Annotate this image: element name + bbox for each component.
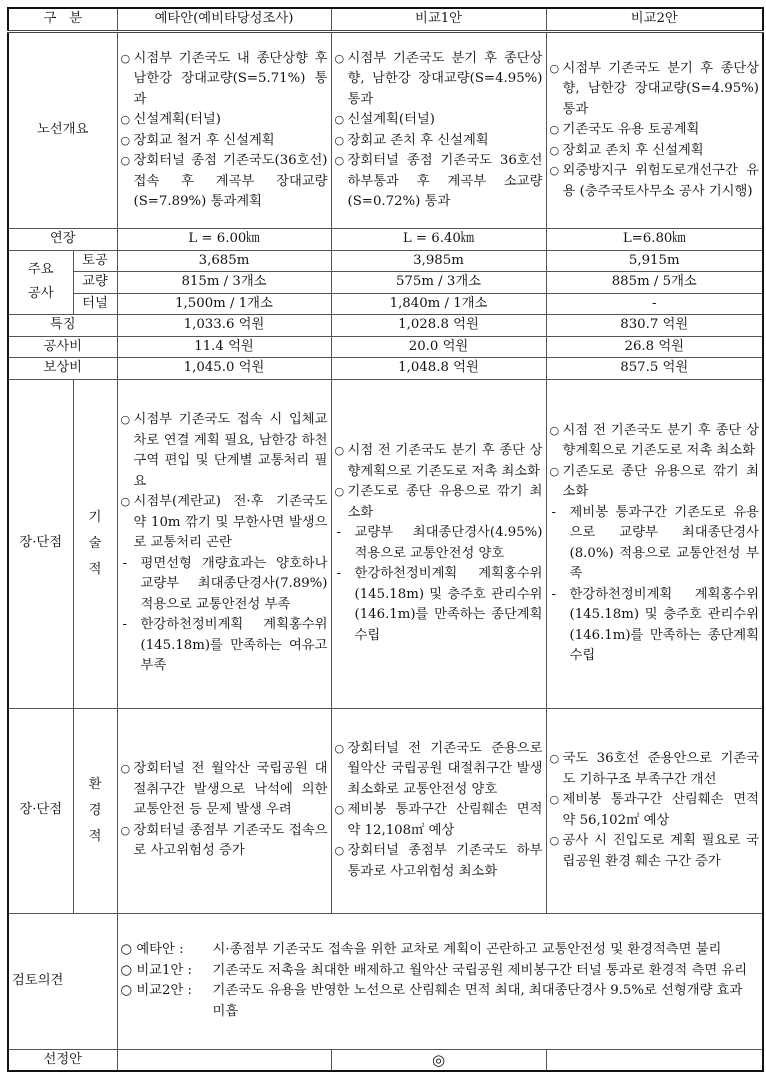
bullet-circle-icon: ○ <box>334 133 345 147</box>
bullet-circle-icon: ○ <box>120 413 131 427</box>
bullet-item <box>121 492 328 554</box>
length-value: L = 6.00㎞ <box>117 229 331 251</box>
construction-cost-label: 공사비 <box>8 336 117 358</box>
selection-label: 선정안 <box>8 1049 117 1071</box>
bullet-circle-icon: ○ <box>120 133 131 147</box>
row-compensation-cost <box>8 358 763 380</box>
bullet-item <box>550 421 760 462</box>
item-text: 외중방지구 위험도로개선구간 유용 (충주국토사무소 공사 기시행) <box>562 163 759 199</box>
bridge-value: 885m / 5개소 <box>546 272 763 294</box>
environmental-sublabel <box>73 708 117 913</box>
review-plan-label: ○ 비교1안 : <box>120 962 193 978</box>
sub-item <box>121 615 328 677</box>
row-review <box>8 913 763 1049</box>
route-overview-cell <box>117 32 331 229</box>
row-pros-cons-environmental <box>8 708 763 913</box>
bullet-circle-icon: ○ <box>549 164 560 178</box>
item-text: 한강하천정비계획 계획홍수위(145.18m) 및 충주호 관리수위(146.1m)를 만족하는 종단계획수립 <box>354 566 543 643</box>
bullet-item <box>550 161 760 202</box>
item-text: 장회터널 전 기존국도 준용으로 월악산 국립공원 대절취구간 발생 최소화로 교통안전성 양호 <box>347 740 543 797</box>
selection-mark <box>117 1049 331 1071</box>
technical-sublabel <box>73 379 117 708</box>
item-text: 장회터널 전 월악산 국립공원 대절취구간 발생으로 낙석에 의한 교통안전 등 문제 발생 우려 <box>133 761 328 818</box>
row-construction-cost <box>8 336 763 358</box>
bullet-item <box>550 462 760 503</box>
feature-value: 1,033.6 억원 <box>117 315 331 337</box>
bullet-circle-icon: ○ <box>334 154 345 167</box>
tunnel-value: 1,840m / 1개소 <box>331 293 546 315</box>
bullet-item <box>121 821 328 862</box>
review-cell <box>117 913 763 1049</box>
header-col-alt2: 비교2안 <box>546 8 763 32</box>
item-text: 장회교 존치 후 신설계획 <box>347 132 489 148</box>
earthwork-value: 5,915m <box>546 250 763 272</box>
bullet-circle-icon: ○ <box>549 793 560 806</box>
tunnel-value: - <box>546 293 763 315</box>
header-col-alt1: 비교1안 <box>331 8 546 32</box>
bullet-item <box>335 131 543 152</box>
compensation-cost-value: 1,048.8 억원 <box>331 358 546 380</box>
review-item <box>121 961 760 982</box>
route-comparison-table <box>7 7 764 1072</box>
row-route-overview <box>8 32 763 229</box>
item-text: 제비봉 통과구간 산림훼손 면적 약 12,108㎡ 예상 <box>347 802 543 838</box>
feature-value: 830.7 억원 <box>546 315 763 337</box>
row-pros-cons-technical <box>8 379 763 708</box>
bullet-circle-icon: ○ <box>120 762 131 776</box>
header-row <box>8 8 763 32</box>
item-text: 시점 전 기존국도 분기 후 종단 상향계획으로 기존도로 저촉 최소화 <box>562 422 759 458</box>
bridge-value: 815m / 3개소 <box>117 272 331 294</box>
item-text: 기존도로 종단 유용으로 깎기 최소화 <box>562 463 759 499</box>
sublabel-char: 술 <box>88 535 102 551</box>
compensation-cost-value: 857.5 억원 <box>546 358 763 380</box>
bridge-label: 교량 <box>73 272 117 294</box>
bullet-item <box>121 410 328 492</box>
row-feature-cost <box>8 315 763 337</box>
bullet-circle-icon: ○ <box>549 464 560 478</box>
item-text: 평면선형 개량효과는 양호하나 교량부 최대종단경사(7.89%) 적용으로 교통안전성 부족 <box>140 555 328 612</box>
sub-item <box>550 585 760 667</box>
review-text: 기존국도 유용을 반영한 노선으로 산림훼손 면적 최대, 최대종단경사 9.5%로 선형개량 효과 미흡 <box>212 983 743 1019</box>
row-length <box>8 229 763 251</box>
bullet-circle-icon: ○ <box>549 752 560 765</box>
bridge-value: 575m / 3개소 <box>331 272 546 294</box>
sublabel-char: 경 <box>88 802 102 818</box>
sub-item <box>550 503 760 585</box>
bullet-item <box>121 151 328 213</box>
bullet-circle-icon: ○ <box>549 143 560 157</box>
item-text: 기존도로 종단 유용으로 깎기 최소화 <box>347 484 543 520</box>
construction-cost-value: 11.4 억원 <box>117 336 331 358</box>
bullet-item <box>550 120 760 141</box>
item-text: 시점부 기존국도 내 종단상향 후 남한강 장대교량(S=5.71%) 통과 <box>133 50 328 107</box>
pros-cons-label: 장·단점 <box>8 379 73 708</box>
item-text: 시점부 기존국도 접속 시 입체교차로 연결 계획 필요, 남한강 하천구역 편입 및 단계별 교통처리 필요 <box>133 412 328 489</box>
bullet-item <box>335 841 543 882</box>
route-overview-cell <box>546 32 763 229</box>
sublabel-char: 환 <box>88 776 102 792</box>
item-text: 시점부 기존국도 분기 후 종단상향, 남한강 장대교량(S=4.95%) 통과 <box>562 60 759 117</box>
row-bridge <box>8 272 763 294</box>
sublabel-char: 적 <box>88 828 102 844</box>
review-item <box>121 940 760 961</box>
feature-label: 특징 <box>8 315 117 337</box>
bullet-circle-icon: ○ <box>549 423 560 437</box>
environmental-cell <box>117 708 331 913</box>
main-works-label <box>8 250 73 315</box>
selection-mark <box>546 1049 763 1071</box>
bullet-item <box>335 441 543 482</box>
bullet-circle-icon: ○ <box>334 803 345 817</box>
row-selection <box>8 1049 763 1071</box>
main-works-label-line1: 주요 <box>27 262 54 278</box>
bullet-item <box>550 141 760 162</box>
tunnel-value: 1,500m / 1개소 <box>117 293 331 315</box>
length-label: 연장 <box>8 229 117 251</box>
sub-item <box>335 523 543 564</box>
length-value: L = 6.40㎞ <box>331 229 546 251</box>
row-tunnel <box>8 293 763 315</box>
bullet-circle-icon: ○ <box>334 444 345 457</box>
item-text: 신설계획(터널) <box>347 112 435 127</box>
item-text: 장회교 존치 후 신설계획 <box>562 142 704 158</box>
bullet-circle-icon: ○ <box>549 61 560 75</box>
earthwork-label: 토공 <box>73 250 117 272</box>
bullet-item <box>121 49 328 111</box>
bullet-item <box>335 110 543 131</box>
environmental-cell <box>546 708 763 913</box>
review-label: 검토의견 <box>8 913 117 1049</box>
bullet-item <box>335 151 543 213</box>
sub-item <box>335 564 543 646</box>
dash-icon: - <box>122 555 127 571</box>
dash-icon: - <box>122 617 127 633</box>
bullet-item <box>550 749 760 790</box>
bullet-item <box>550 59 760 121</box>
item-text: 장회터널 종점부 기존국도 하부 통과로 사고위험성 최소화 <box>347 843 543 879</box>
bullet-circle-icon: ○ <box>120 51 131 65</box>
construction-cost-value: 26.8 억원 <box>546 336 763 358</box>
bullet-circle-icon: ○ <box>334 485 345 498</box>
item-text: 한강하천정비계획 계획홍수위(145.18m) 및 충주호 관리수위(146.1m)를 만족하는 종단계획수립 <box>569 586 759 663</box>
technical-cell <box>331 379 546 708</box>
item-text: 시점부 기존국도 분기 후 종단상향, 남한강 장대교량(S=4.95%) 통과 <box>347 50 543 107</box>
item-text: 장회터널 종점 기존국도 36호선 하부통과 후 계곡부 소교량(S=0.72%) 통과 <box>347 153 543 209</box>
header-category: 구 분 <box>8 8 117 32</box>
bullet-circle-icon: ○ <box>120 495 131 509</box>
item-text: 장회터널 종점 기존국도(36호선) 접속 후 계곡부 장대교량(S=7.89%) 통과계획 <box>133 153 328 209</box>
dash-icon: - <box>551 504 556 520</box>
route-overview-label: 노선개요 <box>8 32 117 229</box>
main-works-label-line2: 공사 <box>27 286 54 302</box>
bullet-circle-icon: ○ <box>334 741 345 755</box>
bullet-circle-icon: ○ <box>549 123 560 137</box>
item-text: 제비봉 통과구간 산림훼손 면적 약 56,102㎡ 예상 <box>562 792 759 828</box>
earthwork-value: 3,685m <box>117 250 331 272</box>
selection-mark: ◎ <box>331 1049 546 1071</box>
technical-cell <box>117 379 331 708</box>
bullet-circle-icon: ○ <box>334 51 345 65</box>
item-text: 제비봉 통과구간 기존도로 유용으로 교량부 최대종단경사(8.0%) 적용으로 교통안전성 부족 <box>569 504 759 581</box>
compensation-cost-label: 보상비 <box>8 358 117 380</box>
bullet-item <box>335 800 543 841</box>
bullet-circle-icon: ○ <box>120 113 131 126</box>
header-col-yeta: 예타안(예비타당성조사) <box>117 8 331 32</box>
bullet-item <box>335 49 543 111</box>
review-plan-label: ○ 예타안 : <box>120 942 184 957</box>
sublabel-char: 적 <box>88 561 102 577</box>
earthwork-value: 3,985m <box>331 250 546 272</box>
item-text: 장회교 철거 후 신설계획 <box>133 132 275 148</box>
bullet-item <box>121 759 328 821</box>
review-text: 시·종점부 기존국도 접속을 위한 교차로 계획이 곤란하고 교통안전성 및 환경적측면 불리 <box>212 942 722 957</box>
dash-icon: - <box>551 586 556 602</box>
length-value: L=6.80㎞ <box>546 229 763 251</box>
bullet-item <box>335 739 543 801</box>
review-item <box>121 981 760 1022</box>
item-text: 국도 36호선 준용안으로 기존국도 기하구조 부족구간 개선 <box>562 751 759 787</box>
row-earthwork <box>8 250 763 272</box>
item-text: 시점부(계란교) 전·후 기존국도 약 10m 깎기 및 무한사면 발생으로 교통처리 곤란 <box>133 494 328 551</box>
bullet-circle-icon: ○ <box>549 834 560 847</box>
bullet-item <box>550 790 760 831</box>
bullet-item <box>335 482 543 523</box>
dash-icon: - <box>336 525 341 540</box>
feature-value: 1,028.8 억원 <box>331 315 546 337</box>
item-text: 시점 전 기존국도 분기 후 종단 상향계획으로 기존도로 저촉 최소화 <box>347 443 543 479</box>
dash-icon: - <box>336 566 341 581</box>
technical-cell <box>546 379 763 708</box>
bullet-circle-icon: ○ <box>334 113 345 126</box>
bullet-item <box>550 831 760 872</box>
bullet-item <box>121 110 328 131</box>
construction-cost-value: 20.0 억원 <box>331 336 546 358</box>
tunnel-label: 터널 <box>73 293 117 315</box>
item-text: 기존국도 유용 토공계획 <box>562 122 700 138</box>
review-plan-label: ○ 비교2안 : <box>120 983 193 998</box>
item-text: 장회터널 종점부 기존국도 접속으로 사고위험성 증가 <box>133 822 328 859</box>
item-text: 교량부 최대종단경사(4.95%) 적용으로 교통안전성 양호 <box>354 525 543 561</box>
sub-item <box>121 554 328 616</box>
sublabel-char: 기 <box>88 509 102 525</box>
bullet-circle-icon: ○ <box>334 844 345 858</box>
pros-cons-label: 장·단점 <box>8 708 73 913</box>
route-overview-cell <box>331 32 546 229</box>
bullet-circle-icon: ○ <box>120 154 131 167</box>
bullet-circle-icon: ○ <box>120 823 131 837</box>
compensation-cost-value: 1,045.0 억원 <box>117 358 331 380</box>
environmental-cell <box>331 708 546 913</box>
item-text: 한강하천정비계획 계획홍수위(145.18m)를 만족하는 여유고 부족 <box>140 617 328 674</box>
bullet-item <box>121 131 328 152</box>
review-text: 기존국도 저촉을 최대한 배제하고 월악산 국립공원 제비봉구간 터널 통과로 환경적 측면 유리 <box>212 962 748 978</box>
item-text: 신설계획(터널) <box>133 112 221 127</box>
item-text: 공사 시 진입도로 계획 필요로 국립공원 환경 훼손 구간 증가 <box>562 833 759 869</box>
